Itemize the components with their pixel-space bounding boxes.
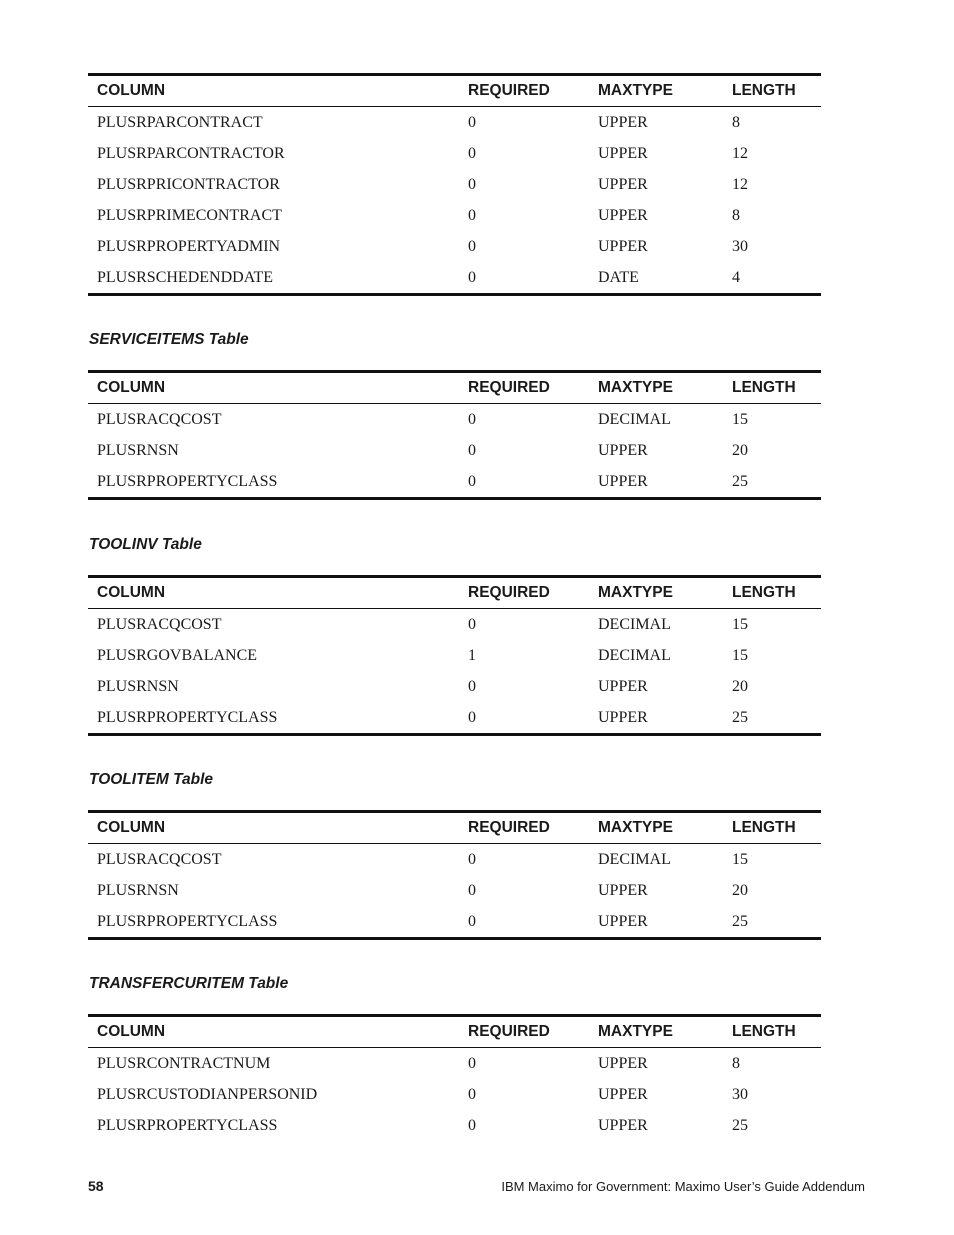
cell-required: 0	[468, 410, 476, 428]
cell-column: PLUSRPARCONTRACTOR	[97, 144, 285, 162]
cell-column: PLUSRCONTRACTNUM	[97, 1054, 271, 1072]
page-number: 58	[88, 1178, 104, 1194]
cell-column: PLUSRPARCONTRACT	[97, 113, 263, 131]
cell-column: PLUSRPROPERTYCLASS	[97, 472, 278, 490]
cell-length: 25	[732, 912, 748, 930]
cell-maxtype: UPPER	[598, 206, 648, 224]
cell-required: 0	[468, 1085, 476, 1103]
cell-required: 0	[468, 268, 476, 286]
header-length: LENGTH	[732, 584, 796, 601]
cell-column: PLUSRPRICONTRACTOR	[97, 175, 280, 193]
data-table	[88, 1014, 821, 1141]
header-required: REQUIRED	[468, 379, 550, 396]
header-length: LENGTH	[732, 1023, 796, 1040]
cell-column: PLUSRPROPERTYCLASS	[97, 708, 278, 726]
table-block-toolitem	[88, 810, 821, 940]
cell-column: PLUSRPROPERTYADMIN	[97, 237, 281, 255]
cell-column: PLUSRPROPERTYCLASS	[97, 912, 278, 930]
cell-maxtype: UPPER	[598, 113, 648, 131]
cell-length: 8	[732, 1054, 740, 1072]
table-row	[88, 1110, 821, 1141]
header-length: LENGTH	[732, 82, 796, 99]
cell-required: 0	[468, 237, 476, 255]
table-row	[88, 702, 821, 735]
cell-column: PLUSRSCHEDENDDATE	[97, 268, 274, 286]
header-maxtype: MAXTYPE	[598, 379, 673, 396]
table-header-row	[88, 812, 821, 844]
header-maxtype: MAXTYPE	[598, 819, 673, 836]
cell-length: 20	[732, 441, 748, 459]
cell-required: 0	[468, 206, 476, 224]
header-column: COLUMN	[97, 379, 166, 396]
table-row	[88, 640, 821, 671]
cell-required: 0	[468, 615, 476, 633]
cell-maxtype: UPPER	[598, 881, 648, 899]
cell-maxtype: UPPER	[598, 1116, 648, 1134]
running-footer-title: IBM Maximo for Government: Maximo User’s Guide Addendum	[501, 1179, 865, 1194]
cell-required: 0	[468, 1054, 476, 1072]
cell-length: 20	[732, 677, 748, 695]
table-row	[88, 231, 821, 262]
cell-length: 8	[732, 113, 740, 131]
cell-required: 0	[468, 144, 476, 162]
header-required: REQUIRED	[468, 819, 550, 836]
data-table	[88, 575, 821, 736]
table-caption-toolitem: TOOLITEM Table	[89, 771, 214, 788]
cell-length: 25	[732, 1116, 748, 1134]
table-header-row	[88, 75, 821, 107]
cell-column: PLUSRACQCOST	[97, 410, 222, 428]
cell-maxtype: UPPER	[598, 441, 648, 459]
cell-required: 0	[468, 708, 476, 726]
table-header-row	[88, 372, 821, 404]
table-row	[88, 466, 821, 499]
table-caption-transfercuritem: TRANSFERCURITEM Table	[89, 975, 289, 992]
header-column: COLUMN	[97, 1023, 166, 1040]
cell-length: 15	[732, 615, 748, 633]
cell-maxtype: DECIMAL	[598, 646, 671, 664]
table-row	[88, 262, 821, 295]
data-table	[88, 370, 821, 500]
cell-maxtype: UPPER	[598, 677, 648, 695]
cell-required: 0	[468, 175, 476, 193]
header-maxtype: MAXTYPE	[598, 584, 673, 601]
cell-maxtype: UPPER	[598, 912, 648, 930]
table-block-serviceitems	[88, 370, 821, 500]
cell-required: 0	[468, 850, 476, 868]
data-table	[88, 73, 821, 296]
cell-column: PLUSRACQCOST	[97, 615, 222, 633]
cell-length: 20	[732, 881, 748, 899]
cell-maxtype: UPPER	[598, 175, 648, 193]
table-row	[88, 404, 821, 436]
cell-length: 8	[732, 206, 740, 224]
cell-length: 30	[732, 1085, 748, 1103]
cell-maxtype: DATE	[598, 268, 639, 286]
cell-maxtype: UPPER	[598, 237, 648, 255]
header-required: REQUIRED	[468, 1023, 550, 1040]
header-required: REQUIRED	[468, 584, 550, 601]
header-required: REQUIRED	[468, 82, 550, 99]
table-caption-toolinv: TOOLINV Table	[89, 536, 202, 553]
cell-maxtype: UPPER	[598, 472, 648, 490]
table-row	[88, 107, 821, 139]
cell-column: PLUSRPROPERTYCLASS	[97, 1116, 278, 1134]
table-row	[88, 1048, 821, 1080]
table-row	[88, 906, 821, 939]
cell-maxtype: DECIMAL	[598, 850, 671, 868]
cell-required: 0	[468, 113, 476, 131]
table-row	[88, 844, 821, 876]
cell-length: 12	[732, 175, 748, 193]
header-column: COLUMN	[97, 82, 166, 99]
table-row	[88, 1079, 821, 1110]
header-column: COLUMN	[97, 584, 166, 601]
cell-required: 0	[468, 472, 476, 490]
cell-maxtype: UPPER	[598, 1054, 648, 1072]
table-row	[88, 435, 821, 466]
cell-maxtype: UPPER	[598, 708, 648, 726]
header-maxtype: MAXTYPE	[598, 82, 673, 99]
cell-length: 12	[732, 144, 748, 162]
cell-required: 0	[468, 677, 476, 695]
cell-length: 25	[732, 472, 748, 490]
header-length: LENGTH	[732, 819, 796, 836]
table-row	[88, 138, 821, 169]
cell-column: PLUSRNSN	[97, 881, 179, 899]
cell-column: PLUSRCUSTODIANPERSONID	[97, 1085, 318, 1103]
cell-length: 25	[732, 708, 748, 726]
cell-length: 15	[732, 850, 748, 868]
data-table	[88, 810, 821, 940]
table-row	[88, 609, 821, 641]
header-column: COLUMN	[97, 819, 166, 836]
table-row	[88, 671, 821, 702]
cell-column: PLUSRNSN	[97, 677, 179, 695]
cell-required: 0	[468, 912, 476, 930]
cell-maxtype: DECIMAL	[598, 410, 671, 428]
table-header-row	[88, 577, 821, 609]
header-length: LENGTH	[732, 379, 796, 396]
cell-column: PLUSRPRIMECONTRACT	[97, 206, 282, 224]
table-block-transfercuritem	[88, 1014, 821, 1141]
cell-length: 15	[732, 410, 748, 428]
cell-column: PLUSRACQCOST	[97, 850, 222, 868]
table-block-continued	[88, 73, 821, 296]
cell-required: 1	[468, 646, 476, 664]
cell-length: 15	[732, 646, 748, 664]
table-header-row	[88, 1016, 821, 1048]
cell-column: PLUSRNSN	[97, 441, 179, 459]
cell-maxtype: UPPER	[598, 144, 648, 162]
table-row	[88, 200, 821, 231]
table-caption-serviceitems: SERVICEITEMS Table	[89, 331, 249, 348]
table-row	[88, 169, 821, 200]
cell-column: PLUSRGOVBALANCE	[97, 646, 258, 664]
cell-length: 30	[732, 237, 748, 255]
table-row	[88, 875, 821, 906]
cell-maxtype: DECIMAL	[598, 615, 671, 633]
header-maxtype: MAXTYPE	[598, 1023, 673, 1040]
table-block-toolinv	[88, 575, 821, 736]
cell-maxtype: UPPER	[598, 1085, 648, 1103]
cell-required: 0	[468, 441, 476, 459]
cell-required: 0	[468, 881, 476, 899]
cell-required: 0	[468, 1116, 476, 1134]
cell-length: 4	[732, 268, 740, 286]
